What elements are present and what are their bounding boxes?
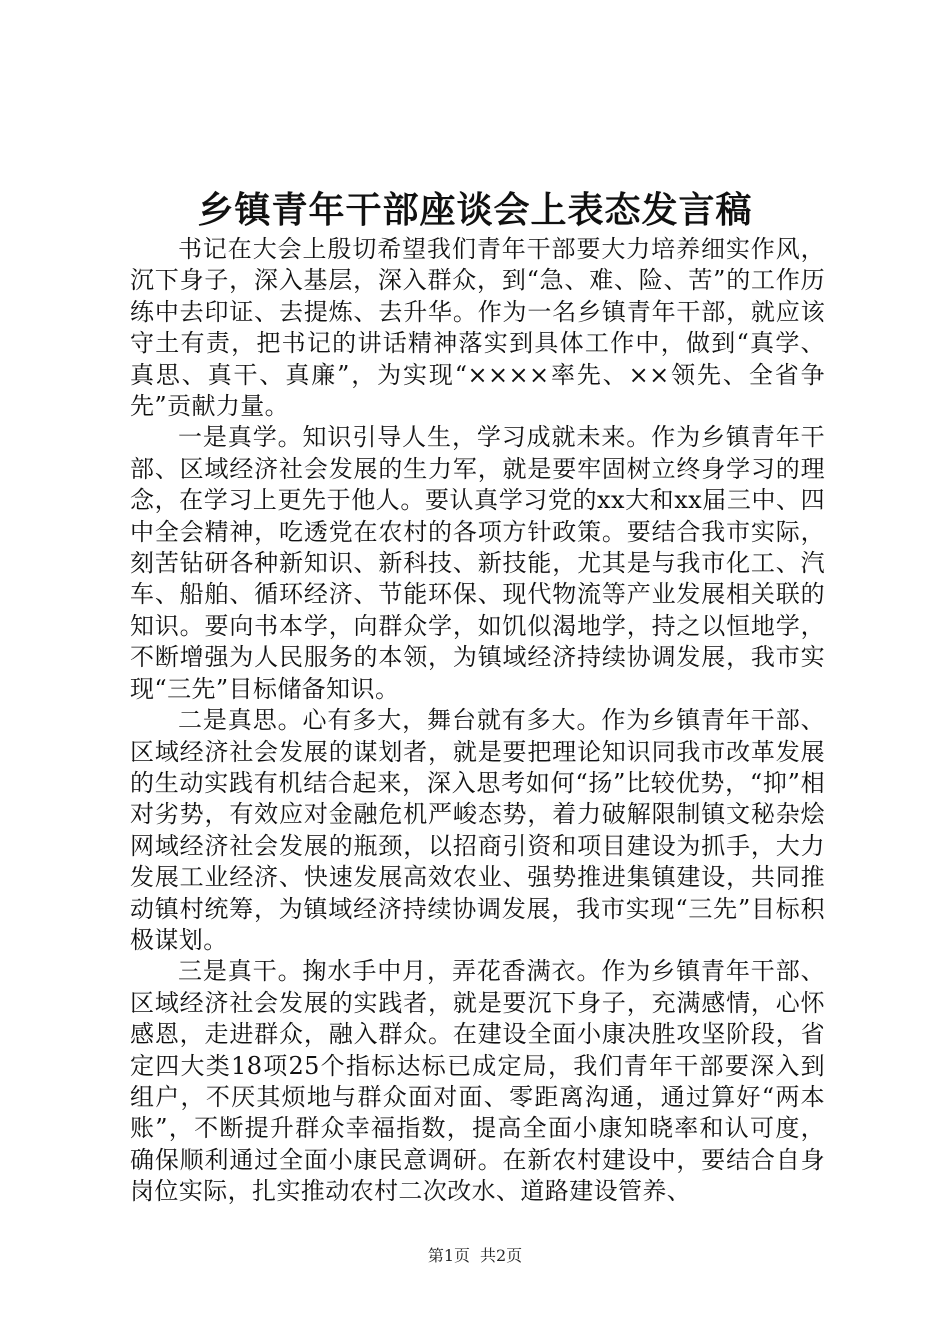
page-footer [0,1245,950,1267]
page-total: 共2页 [480,1246,523,1265]
paragraph-true-doing: 三是真干。掬水手中月，弄花香满衣。作为乡镇青年干部、区域经济社会发展的实践者，就是要沉下身子，充满感情，心怀感恩，走进群众，融入群众。在建设全面小康决胜攻坚阶段，省定四大类18项25个指标达标已成定局，我们青年干部要深入到组户，不厌其烦地与群众面对面、零距离沟通，通过算好“两本账”，不断提升群众幸福指数，提高全面小康知晓率和认可度，确保顺利通过全面小康民意调研。在新农村建设中，要结合自身岗位实际，扎实推动农村二次改水、道路建设管养、 [130,957,825,1206]
document-body [130,234,825,1208]
paragraph-true-study: 一是真学。知识引导人生，学习成就未来。作为乡镇青年干部、区域经济社会发展的生力军，就是要牢固树立终身学习的理念，在学习上更先于他人。要认真学习党的xx大和xx届三中、四中全会精神，吃透党在农村的各项方针政策。要结合我市实际，刻苦钻研各种新知识、新科技、新技能，尤其是与我市化工、汽车、船舶、循环经济、节能环保、现代物流等产业发展相关联的知识。要向书本学，向群众学，如饥似渴地学，持之以恒地学，不断增强为人民服务的本领，为镇域经济持续协调发展，我市实现“三先”目标储备知识。 [130,423,825,703]
page-number: 第1页 [427,1246,470,1265]
document-title: 乡镇青年干部座谈会上表态发言稿 [197,189,753,231]
paragraph-true-thinking: 二是真思。心有多大，舞台就有多大。作为乡镇青年干部、区域经济社会发展的谋划者，就是要把理论知识同我市改革发展的生动实践有机结合起来，深入思考如何“扬”比较优势，“抑”相对劣势，有效应对金融危机严峻态势，着力破解限制镇文秘杂烩网域经济社会发展的瓶颈，以招商引资和项目建设为抓手，大力发展工业经济、快速发展高效农业、强势推进集镇建设，共同推动镇村统筹，为镇域经济持续协调发展，我市实现“三先”目标积极谋划。 [130,706,825,954]
paragraph-intro: 书记在大会上殷切希望我们青年干部要大力培养细实作风，沉下身子，深入基层，深入群众，到“急、难、险、苦”的工作历练中去印证、去提炼、去升华。作为一名乡镇青年干部，就应该守土有责，把书记的讲话精神落实到具体工作中，做到“真学、真思、真干、真廉”，为实现“××××率先、××领先、全省争先”贡献力量。 [130,235,825,421]
